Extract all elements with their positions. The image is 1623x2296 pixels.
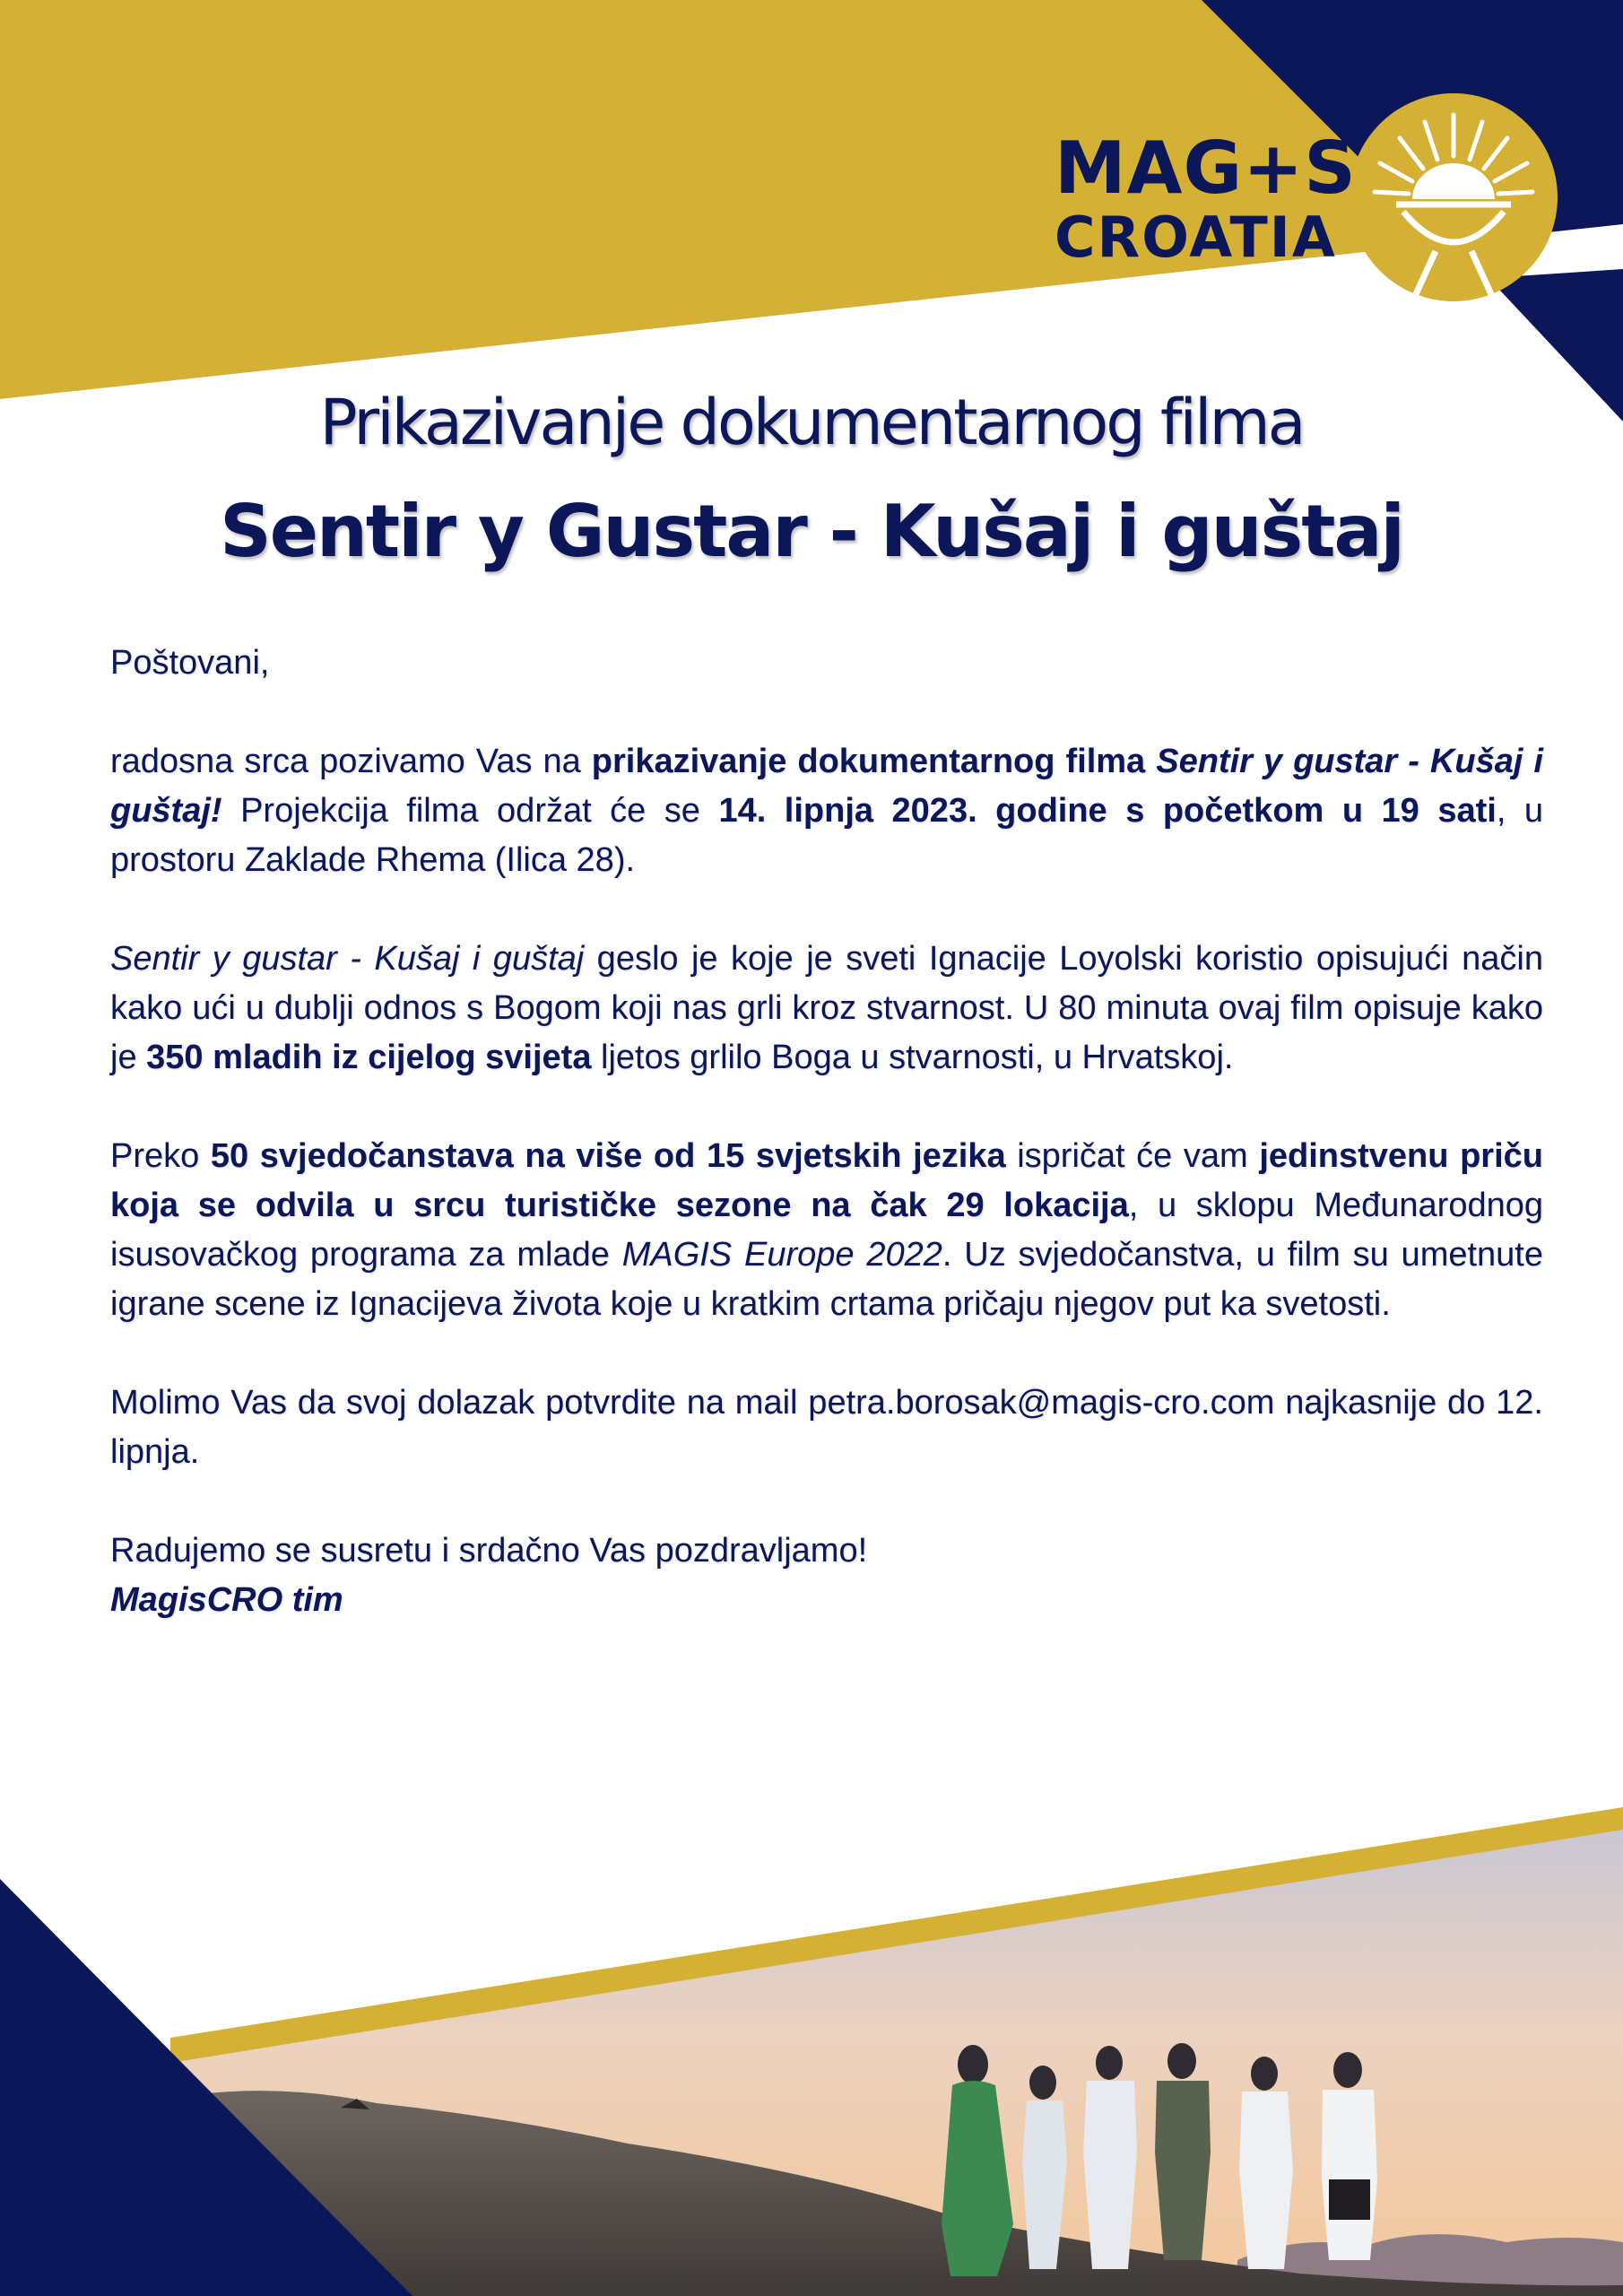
p3-bold-a: 50 svjedočanstava na više od 15 svjetskih jezika (210, 1137, 1006, 1175)
logo-line2: CROATIA (1055, 204, 1337, 270)
paragraph-invitation (110, 737, 1543, 885)
letter-body (110, 639, 1543, 1625)
p3-text-a: Preko (110, 1137, 211, 1175)
p1-text-a: radosna srca pozivamo Vas na (110, 743, 592, 780)
p3-text-d: . Uz svjedočanstva, u film su umetnute igrane scene iz Ignacijeva života koje u kratkim crtama pričaju njegov put ka svetosti. (110, 1236, 1543, 1323)
p3-program-name: MAGIS Europe 2022 (621, 1236, 942, 1274)
p2-text-a: geslo je koje je sveti Ignacije Loyolski koristio opisujući način kako ući u dublji odnos s Bogom koji nas grli kroz stvarnost. U 80 minuta ovaj film opisuje kako je (110, 940, 1544, 1076)
p1-text-b: Projekcija filma održat će se (221, 792, 719, 830)
p1-film-title: Sentir y gustar - Kušaj i guštaj! (110, 743, 1543, 830)
page-title-line2: Sentir y Gustar - Kušaj i guštaj (220, 490, 1403, 573)
p2-text-b: ljetos grlilo Boga u stvarnosti, u Hrvatskoj. (591, 1039, 1234, 1076)
p1-date-time: 14. lipnja 2023. godine s početkom u 19 sati (718, 792, 1497, 830)
chalice-sun-icon (1350, 93, 1558, 301)
signature: MagisCRO tim (110, 1581, 343, 1619)
p1-bold-a: prikazivanje dokumentarnog filma (591, 743, 1157, 780)
closing: Radujemo se susretu i srdačno Vas pozdravljamo! (110, 1532, 868, 1570)
p2-bold: 350 mladih iz cijelog svijeta (146, 1039, 592, 1076)
p3-bold-b: jedinstvenu priču koja se odvila u srcu turističke sezone na čak 29 lokacija (110, 1137, 1543, 1224)
paragraph-testimonies (110, 1132, 1543, 1329)
page-title-line1: Prikazivanje dokumentarnog filma (319, 386, 1304, 459)
p3-text-c: , u sklopu Međunarodnog isusovačkog programa za mlade (110, 1187, 1543, 1274)
logo (1055, 126, 1357, 270)
p1-location: , u prostoru Zaklade Rhema (Ilica 28). (110, 792, 1544, 879)
greeting: Poštovani, (110, 644, 270, 682)
p3-text-b: ispričat će vam (1005, 1137, 1260, 1175)
paragraph-rsvp: Molimo Vas da svoj dolazak potvrdite na mail petra.borosak@magis-cro.com najkasnije do 12. lipnja. (110, 1384, 1543, 1471)
sunset-group-photo (170, 1825, 1623, 2296)
paragraph-motto (110, 935, 1543, 1083)
p2-motto: Sentir y gustar - Kušaj i guštaj (110, 940, 585, 978)
logo-line1: MAG+S (1055, 126, 1357, 210)
